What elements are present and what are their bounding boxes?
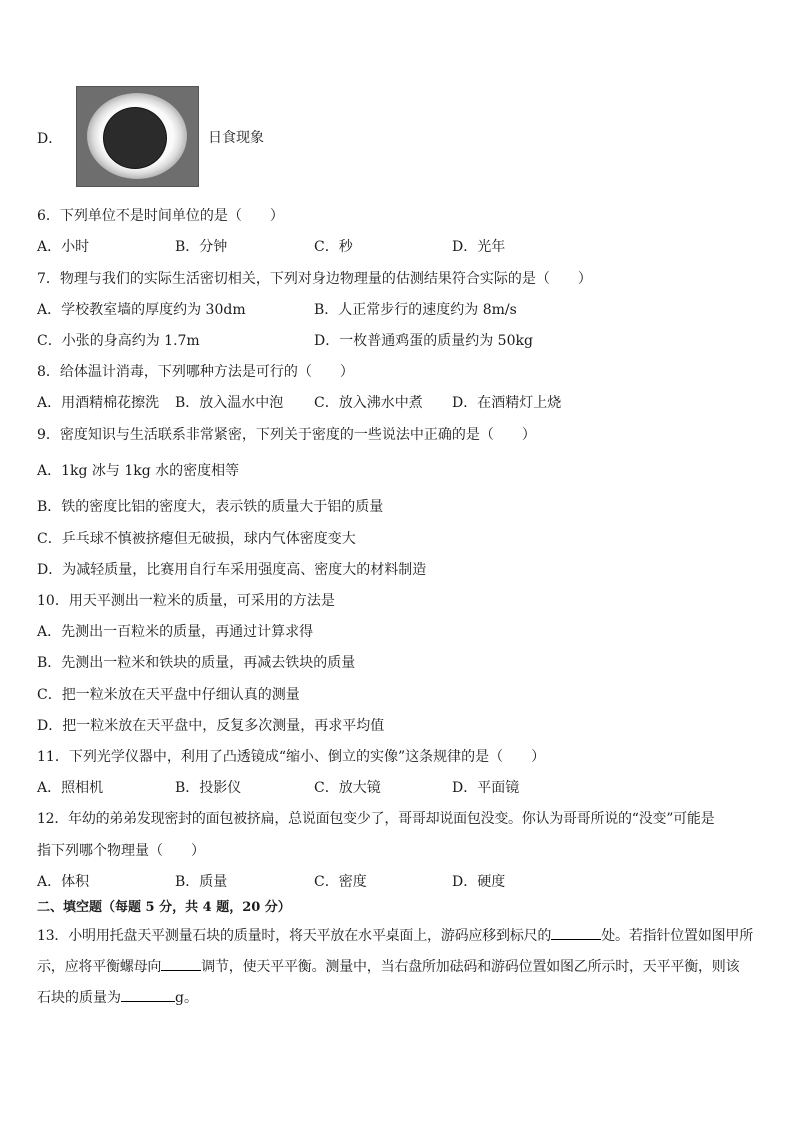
q10-option-c: C．把一粒米放在天平盘中仔细认真的测量 <box>37 687 300 703</box>
q5-option-d-caption: 日食现象 <box>208 130 264 146</box>
q11-option-a: A．照相机 <box>37 780 104 796</box>
q10-option-d: D．把一粒米放在天平盘中，反复多次测量，再求平均值 <box>37 718 385 734</box>
q11-stem: 11．下列光学仪器中，利用了凸透镜成“缩小、倒立的实像”这条规律的是（ ） <box>37 749 546 765</box>
q13-line3-text-b: g。 <box>175 990 198 1006</box>
q13-blank-1[interactable] <box>551 925 601 940</box>
q6-stem: 6．下列单位不是时间单位的是（ ） <box>37 208 284 224</box>
q8-stem: 8．给体温计消毒，下列哪种方法是可行的（ ） <box>37 364 354 380</box>
q7-stem: 7．物理与我们的实际生活密切相关，下列对身边物理量的估测结果符合实际的是（ ） <box>37 271 592 287</box>
q13-line2-text-a: 示，应将平衡螺母向 <box>37 959 162 975</box>
q7-option-c: C．小张的身高约为 1.7m <box>37 333 200 349</box>
q10-option-a: A．先测出一百粒米的质量，再通过计算求得 <box>37 624 314 640</box>
q9-option-b: B．铁的密度比铝的密度大，表示铁的质量大于铝的质量 <box>37 499 384 515</box>
q12-option-a: A．体积 <box>37 874 90 890</box>
q6-option-a: A．小时 <box>37 239 90 255</box>
moon-disc <box>103 107 167 169</box>
q13-line2 <box>37 956 739 977</box>
solar-eclipse-image <box>76 86 199 187</box>
q13-line1 <box>37 925 753 946</box>
q6-option-b: B．分钟 <box>175 239 228 255</box>
q11-option-b: B．投影仪 <box>175 780 242 796</box>
q13-line3-text-a: 石块的质量为 <box>37 990 121 1006</box>
q5-option-d-label: D． <box>37 131 63 147</box>
q9-option-d: D．为减轻质量，比赛用自行车采用强度高、密度大的材料制造 <box>37 562 427 578</box>
q12-option-c: C．密度 <box>314 874 367 890</box>
q13-line1-text-b: 处。若指针位置如图甲所 <box>601 928 754 944</box>
q12-stem-line2: 指下列哪个物理量（ ） <box>37 843 205 859</box>
q7-option-d: D．一枚普通鸡蛋的质量约为 50kg <box>314 333 533 349</box>
q11-option-c: C．放大镜 <box>314 780 381 796</box>
q13-line2-text-b: 调节，使天平平衡。测量中，当右盘所加砝码和游码位置如图乙所示时，天平平衡，则该 <box>201 959 740 975</box>
q8-option-c: C．放入沸水中煮 <box>314 395 423 411</box>
q8-option-d: D．在酒精灯上烧 <box>452 395 562 411</box>
q10-option-b: B．先测出一粒米和铁块的质量，再减去铁块的质量 <box>37 655 356 671</box>
q8-option-b: B．放入温水中泡 <box>175 395 284 411</box>
q9-option-a: A．1kg 冰与 1kg 水的密度相等 <box>37 463 240 479</box>
q13-blank-3[interactable] <box>121 987 175 1002</box>
q8-option-a: A．用酒精棉花擦洗 <box>37 395 160 411</box>
q13-line1-text-a: 13．小明用托盘天平测量石块的质量时，将天平放在水平桌面上，游码应移到标尺的 <box>37 928 552 944</box>
q12-stem-line1: 12．年幼的弟弟发现密封的面包被挤扁，总说面包变少了，哥哥却说面包没变。你认为哥哥所说的“没变”可能是 <box>37 811 715 827</box>
q12-option-d: D．硬度 <box>452 874 506 890</box>
q7-option-a: A．学校教室墙的厚度约为 30dm <box>37 302 246 318</box>
q9-option-c: C．乒乓球不慎被挤瘪但无破损，球内气体密度变大 <box>37 531 356 547</box>
q12-option-b: B．质量 <box>175 874 228 890</box>
q13-line3 <box>37 987 198 1008</box>
q9-stem: 9．密度知识与生活联系非常紧密，下列关于密度的一些说法中正确的是（ ） <box>37 427 536 443</box>
q10-stem: 10．用天平测出一粒米的质量，可采用的方法是 <box>37 593 335 609</box>
q7-option-b: B．人正常步行的速度约为 8m/s <box>314 302 517 318</box>
q11-option-d: D．平面镜 <box>452 780 520 796</box>
section-heading-fill-in: 二、填空题（每题 5 分，共 4 题，20 分） <box>37 900 291 915</box>
q13-blank-2[interactable] <box>161 956 201 971</box>
q6-option-d: D．光年 <box>452 239 506 255</box>
q6-option-c: C．秒 <box>314 239 353 255</box>
